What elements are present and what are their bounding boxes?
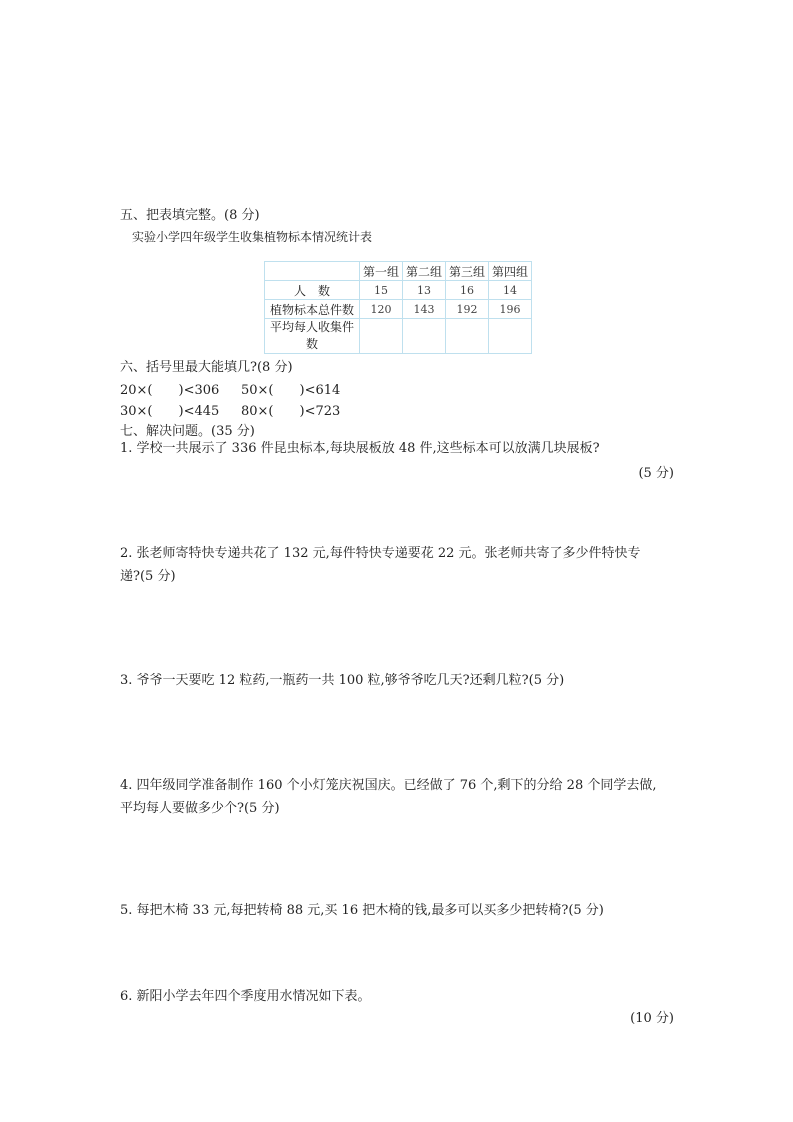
question-5: 5. 每把木椅 33 元,每把转椅 88 元,买 16 把木椅的钱,最多可以买多少把转椅?(5 分) bbox=[120, 903, 604, 918]
table-cell: 13 bbox=[403, 281, 446, 300]
table-cell: 192 bbox=[446, 300, 489, 319]
fill-item[interactable]: 80×( )<723 bbox=[241, 404, 341, 419]
table-row bbox=[265, 281, 532, 300]
table-row bbox=[265, 319, 532, 354]
answer-cell[interactable] bbox=[489, 319, 532, 354]
row-label-line2: 数 bbox=[305, 337, 318, 351]
table-header-cell: 第一组 bbox=[360, 262, 403, 281]
fill-item[interactable]: 30×( )<445 bbox=[120, 404, 220, 419]
section6-title: 六、括号里最大能填几?(8 分) bbox=[120, 360, 293, 375]
question-4-line2: 平均每人要做多少个?(5 分) bbox=[120, 801, 280, 816]
table-cell: 143 bbox=[403, 300, 446, 319]
table-caption: 实验小学四年级学生收集植物标本情况统计表 bbox=[132, 230, 373, 244]
question-2-line1: 2. 张老师寄特快专递共花了 132 元,每件特快专递要花 22 元。张老师共寄了多少件特快专 bbox=[120, 546, 641, 561]
question-6: 6. 新阳小学去年四个季度用水情况如下表。 bbox=[120, 989, 371, 1004]
table-cell: 16 bbox=[446, 281, 489, 300]
table-row bbox=[265, 300, 532, 319]
answer-cell[interactable] bbox=[446, 319, 489, 354]
section5-title: 五、把表填完整。(8 分) bbox=[120, 208, 260, 223]
question-1: 1. 学校一共展示了 336 件昆虫标本,每块展板放 48 件,这些标本可以放满几块展板? bbox=[120, 441, 600, 456]
table-cell: 196 bbox=[489, 300, 532, 319]
question-4-line1: 4. 四年级同学准备制作 160 个小灯笼庆祝国庆。已经做了 76 个,剩下的分给 28 个同学去做, bbox=[120, 778, 657, 793]
table-cell: 14 bbox=[489, 281, 532, 300]
question-2-line2: 递?(5 分) bbox=[120, 569, 176, 584]
fill-item[interactable]: 50×( )<614 bbox=[241, 383, 341, 398]
table-header-cell bbox=[265, 262, 360, 281]
table-header-cell: 第三组 bbox=[446, 262, 489, 281]
fill-item[interactable]: 20×( )<306 bbox=[120, 383, 220, 398]
table-header-cell: 第四组 bbox=[489, 262, 532, 281]
answer-cell[interactable] bbox=[360, 319, 403, 354]
row-label: 人 数 bbox=[265, 281, 360, 300]
table-cell: 120 bbox=[360, 300, 403, 319]
table-header-cell: 第二组 bbox=[403, 262, 446, 281]
statistics-table bbox=[264, 261, 532, 354]
row-label bbox=[265, 319, 360, 354]
question-6-points: (10 分) bbox=[630, 1011, 674, 1026]
table-header-row bbox=[265, 262, 532, 281]
row-label-line1: 平均每人收集件 bbox=[269, 320, 354, 334]
row-label: 植物标本总件数 bbox=[265, 300, 360, 319]
question-3: 3. 爷爷一天要吃 12 粒药,一瓶药一共 100 粒,够爷爷吃几天?还剩几粒?(5 分) bbox=[120, 673, 565, 688]
answer-cell[interactable] bbox=[403, 319, 446, 354]
section7-title: 七、解决问题。(35 分) bbox=[120, 424, 255, 439]
table-cell: 15 bbox=[360, 281, 403, 300]
question-1-points: (5 分) bbox=[638, 466, 674, 481]
